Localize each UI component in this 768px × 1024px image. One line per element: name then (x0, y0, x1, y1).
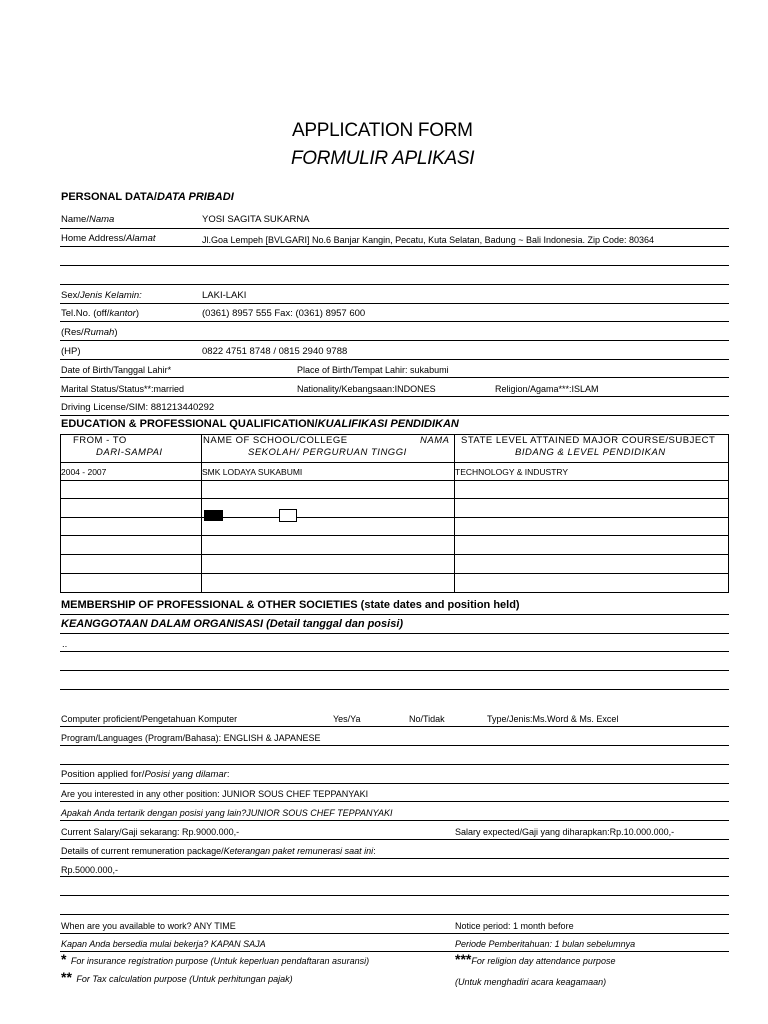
sex-value: LAKI-LAKI (202, 290, 247, 301)
col-header-period: FROM - TO (73, 435, 127, 446)
education-heading (61, 418, 459, 430)
name-label-en: Name/ (61, 214, 89, 225)
col-header-school: NAME OF SCHOOL/COLLEGE (203, 435, 348, 446)
remuneration-label-id: Keterangan paket remunerasi saat ini (223, 846, 374, 856)
divider (60, 801, 729, 802)
divider (60, 415, 729, 416)
col-header-school-nama: NAMA (420, 435, 450, 446)
name-label-id: Nama (88, 214, 115, 225)
footnote-religion (455, 951, 615, 969)
remuneration-label (61, 845, 376, 857)
footnote-tax (61, 969, 293, 987)
address-value: Jl.Goa Lempeh [BVLGARI] No.6 Banjar Kangin, Pecatu, Kuta Selatan, Badung ~ Bali Indonesia. Zip Code: 80364 (202, 235, 655, 245)
table-cell-period: 2004 - 2007 (61, 467, 107, 477)
divider (60, 914, 729, 915)
address-label (61, 233, 156, 245)
education-heading-en: EDUCATION & PROFESSIONAL QUALIFICATION/ (61, 418, 318, 430)
divider (60, 303, 729, 304)
footnote-religion-text-id: (Untuk menghadiri acara keagamaan) (455, 977, 607, 987)
membership-heading-id (61, 618, 403, 630)
divider (60, 614, 729, 615)
personal-heading-en: PERSONAL DATA/ (61, 191, 157, 203)
divider (60, 633, 729, 634)
availability-label: When are you available to work? ANY TIME (61, 921, 236, 931)
membership-heading-id-italic: KEANGGOTAAN DALAM ORGANISASI (61, 618, 264, 630)
divider (60, 670, 729, 671)
dob-label: Date of Birth/Tanggal Lahir* (61, 365, 172, 375)
personal-heading (61, 191, 234, 203)
other-position-label: Are you interested in any other position: JUNIOR SOUS CHEF TEPPANYAKI (61, 789, 369, 799)
hp-value: 0822 4751 8748 / 0815 2940 9788 (202, 346, 348, 357)
sex-label-id: Jenis Kelamin: (80, 290, 142, 301)
divider (60, 651, 729, 652)
table-cell-major: TECHNOLOGY & INDUSTRY (455, 467, 569, 477)
tel-value: (0361) 8957 555 Fax: (0361) 8957 600 (202, 308, 366, 319)
table-cell-school: SMK LODAYA SUKABUMI (202, 467, 303, 477)
col-header-major-id: BIDANG & LEVEL PENDIDIKAN (515, 447, 666, 458)
divider (60, 933, 729, 934)
name-label (61, 214, 114, 226)
col-header-period-id: DARI-SAMPAI (96, 447, 163, 458)
white-checkbox (279, 509, 297, 522)
notice-label: Notice period: 1 month before (455, 921, 574, 931)
black-checkbox (204, 510, 223, 521)
hp-label: (HP) (61, 346, 81, 357)
position-applied-id: Posisi yang dilamar (144, 769, 227, 780)
position-applied-en: Position applied for/ (61, 769, 145, 780)
divider (60, 377, 729, 378)
computer-type: Type/Jenis:Ms.Word & Ms. Excel (487, 714, 619, 724)
tel-label-id: kantor (109, 308, 136, 319)
membership-heading-id-rest: (Detail tanggal dan posisi) (263, 618, 404, 630)
position-applied-label (61, 769, 229, 781)
education-heading-id: KUALIFIKASI PENDIDIKAN (317, 418, 459, 430)
divider (60, 783, 729, 784)
form-title-id: FORMULIR APLIKASI (291, 148, 475, 169)
pob-label: Place of Birth/Tempat Lahir: sukabumi (297, 365, 449, 375)
divider (60, 321, 729, 322)
footnote-tax-text: For Tax calculation purpose (Untuk perhitungan pajak) (76, 974, 293, 984)
current-salary: Current Salary/Gaji sekarang: Rp.9000.000,- (61, 827, 240, 837)
expected-salary: Salary expected/Gaji yang diharapkan:Rp.10.000.000,- (455, 827, 675, 837)
license-label: Driving License/SIM: 881213440292 (61, 402, 215, 413)
footnote-religion-text: For religion day attendance purpose (471, 956, 616, 966)
table-row-divider (61, 573, 728, 574)
tel-label-en: Tel.No. (off/ (61, 308, 110, 319)
table-row-divider (61, 462, 728, 463)
divider (60, 246, 729, 247)
res-label-id: Rumah (83, 327, 115, 338)
footnote-star: *** (455, 951, 472, 967)
computer-yes: Yes/Ya (333, 714, 361, 724)
marital-label: Marital Status/Status**:married (61, 384, 185, 394)
divider (60, 858, 729, 859)
membership-value: .. (62, 639, 68, 650)
sex-label-en: Sex/ (61, 290, 81, 301)
divider (60, 764, 729, 765)
table-row-divider (61, 554, 728, 555)
computer-label: Computer proficient/Pengetahuan Komputer (61, 714, 238, 724)
res-label-en: (Res/ (61, 327, 84, 338)
divider (60, 820, 729, 821)
personal-heading-id: DATA PRIBADI (156, 191, 234, 203)
table-row-divider (61, 517, 728, 518)
divider (60, 876, 729, 877)
availability-label-id: Kapan Anda bersedia mulai bekerja? KAPAN SAJA (61, 939, 266, 949)
footnote-insurance-text: For insurance registration purpose (Untuk keperluan pendaftaran asuransi) (70, 956, 370, 966)
position-applied-end: : (226, 769, 230, 780)
tel-label-end: ) (135, 308, 139, 319)
remuneration-label-en: Details of current remuneration package/ (61, 846, 224, 856)
res-label (61, 327, 118, 339)
table-row-divider (61, 535, 728, 536)
divider (60, 396, 729, 397)
computer-no: No/Tidak (409, 714, 445, 724)
divider (60, 689, 729, 690)
col-header-major: STATE LEVEL ATTAINED MAJOR COURSE/SUBJECT (461, 435, 716, 446)
divider (60, 726, 729, 727)
divider (60, 745, 729, 746)
table-row-divider (61, 480, 728, 481)
divider (60, 284, 729, 285)
table-col-divider (201, 435, 202, 592)
religion-label: Religion/Agama***:ISLAM (495, 384, 599, 394)
remuneration-end: : (373, 846, 376, 856)
address-label-id: Alamat (125, 233, 156, 244)
divider (60, 228, 729, 229)
other-position-label-id: Apakah Anda tertarik dengan posisi yang lain?JUNIOR SOUS CHEF TEPPANYAKI (61, 808, 393, 818)
remuneration-value: Rp.5000.000,- (61, 865, 119, 875)
footnote-insurance (61, 951, 369, 969)
divider (60, 895, 729, 896)
notice-label-id: Periode Pemberitahuan: 1 bulan sebelumnya (455, 939, 636, 949)
divider (60, 839, 729, 840)
divider (60, 359, 729, 360)
tel-label (61, 308, 139, 320)
table-row-divider (61, 498, 728, 499)
address-label-en: Home Address/ (61, 233, 126, 244)
footnote-star: ** (61, 969, 72, 985)
footnote-star: * (61, 951, 67, 967)
table-col-divider (454, 435, 455, 592)
sex-label (61, 290, 142, 302)
form-title: APPLICATION FORM (292, 120, 473, 141)
res-label-end: ) (114, 327, 118, 338)
nationality-label: Nationality/Kebangsaan:INDONES (297, 384, 436, 394)
divider (60, 340, 729, 341)
languages-label: Program/Languages (Program/Bahasa): ENGLISH & JAPANESE (61, 733, 321, 743)
col-header-school-id: SEKOLAH/ PERGURUAN TINGGI (248, 447, 407, 458)
membership-heading: MEMBERSHIP OF PROFESSIONAL & OTHER SOCIETIES (state dates and position held) (61, 599, 520, 611)
divider (60, 265, 729, 266)
name-value: YOSI SAGITA SUKARNA (202, 214, 310, 225)
